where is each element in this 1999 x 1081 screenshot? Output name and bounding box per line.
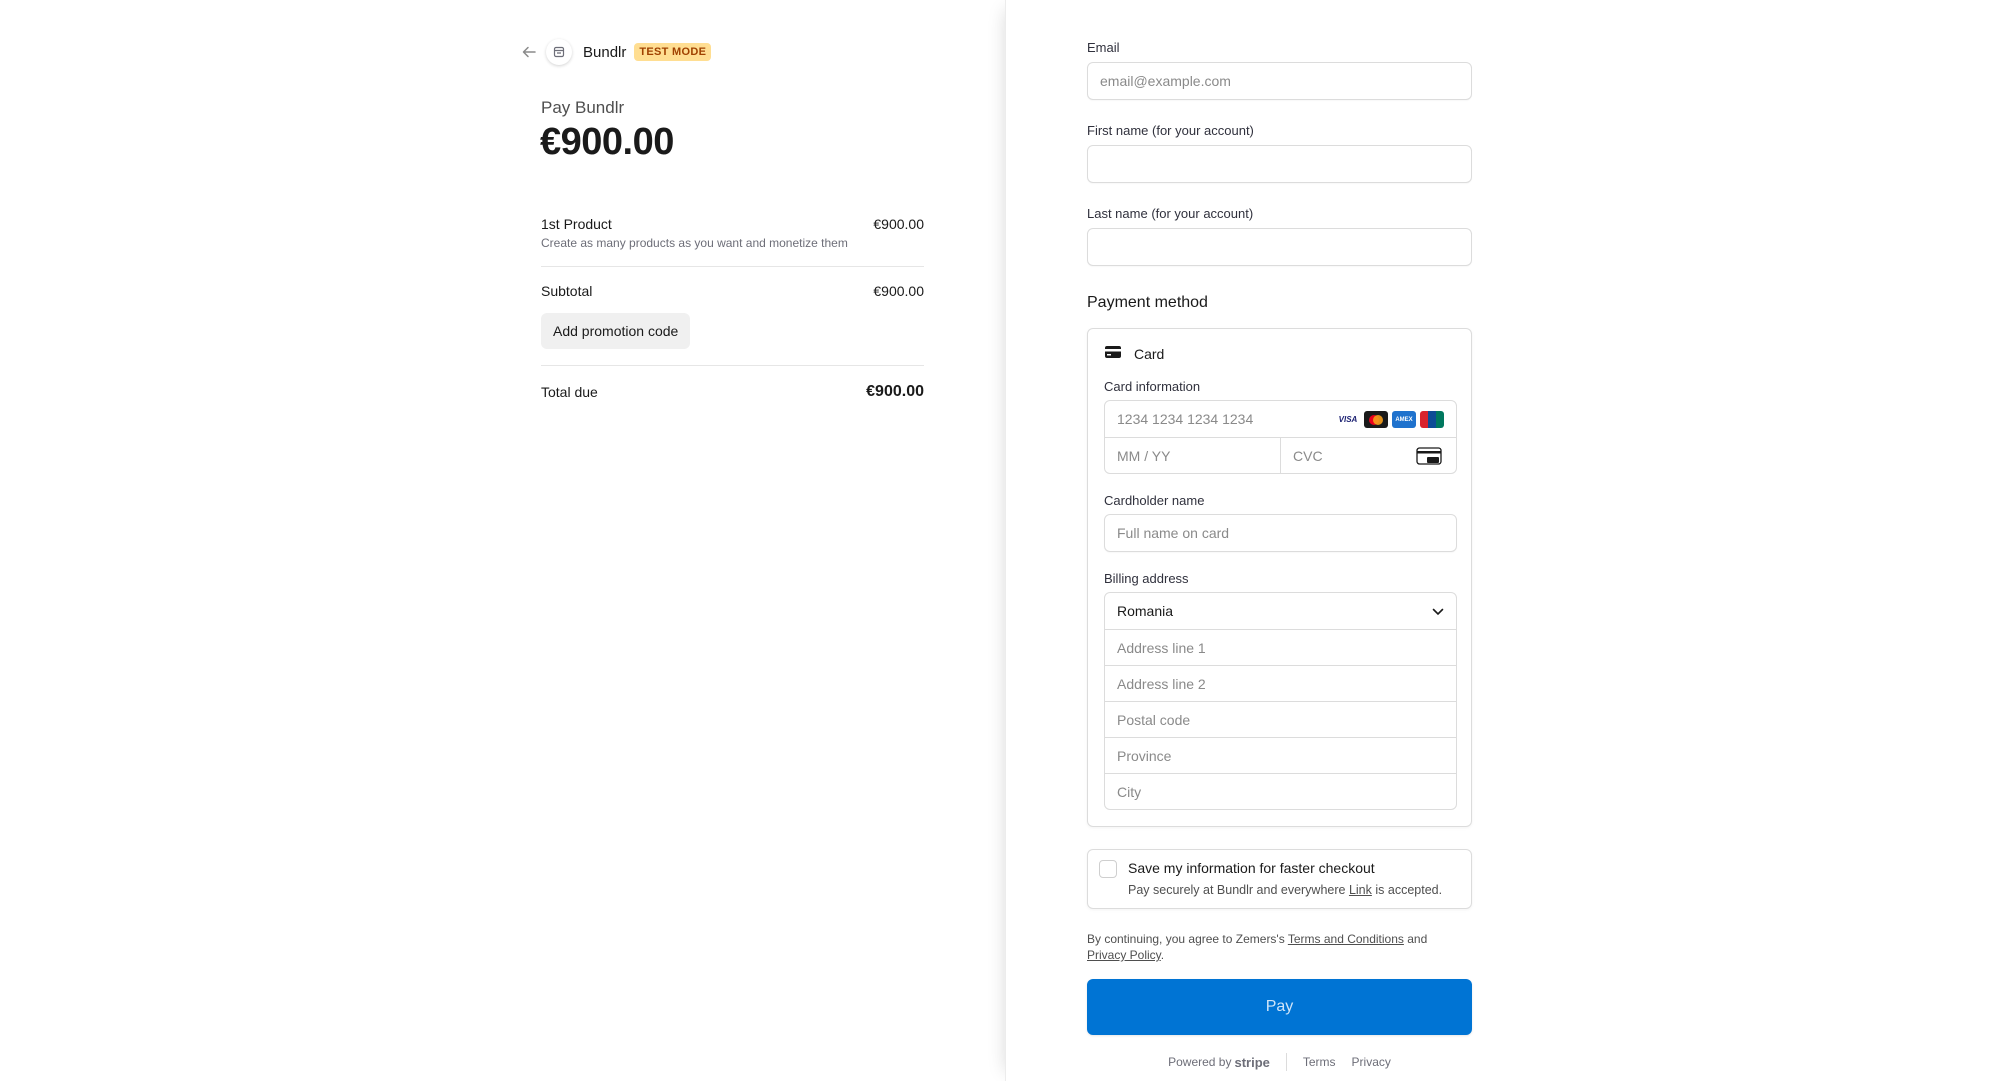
country-select[interactable]: [1105, 593, 1456, 629]
item-price: €900.00: [873, 216, 924, 232]
checkout-form: [1087, 40, 1472, 1071]
subtotal-row: [541, 283, 924, 299]
divider: [541, 365, 924, 366]
card-brands: [1336, 411, 1444, 428]
line-item: [541, 216, 924, 232]
cardholder-name-field[interactable]: [1104, 514, 1457, 552]
card-tab[interactable]: [1104, 329, 1455, 379]
billing-address-group: [1104, 592, 1457, 810]
amex-icon: AMEX: [1392, 411, 1416, 428]
unionpay-icon: [1420, 411, 1444, 428]
item-description: Create as many products as you want and monetize them: [541, 236, 848, 250]
first-name-field[interactable]: [1087, 145, 1472, 183]
save-desc-prefix: Pay securely at Bundlr and everywhere: [1128, 883, 1349, 897]
email-field[interactable]: [1087, 62, 1472, 100]
city-placeholder: City: [1117, 783, 1142, 800]
card-payment-box: [1087, 328, 1472, 827]
country-value: Romania: [1117, 603, 1174, 619]
card-information-label: Card information: [1104, 379, 1201, 394]
total-label: Total due: [541, 384, 598, 400]
pay-label: Pay Bundlr: [541, 98, 625, 117]
stripe-logo[interactable]: stripe: [1234, 1054, 1270, 1070]
terms-and-conditions-link[interactable]: Terms and Conditions: [1287, 932, 1404, 946]
last-name-label: Last name (for your account): [1087, 206, 1254, 221]
cvc-placeholder: CVC: [1293, 447, 1323, 464]
card-number-placeholder: 1234 1234 1234 1234: [1117, 411, 1254, 427]
save-info-checkbox[interactable]: [1099, 860, 1117, 878]
footer: [1087, 1053, 1472, 1071]
back-arrow-icon[interactable]: [518, 41, 540, 63]
total-row: [541, 383, 924, 401]
chevron-down-icon: [1432, 603, 1444, 619]
province-placeholder: Province: [1117, 747, 1172, 764]
line-items: [541, 216, 924, 401]
amount-due: €900.00: [540, 121, 674, 163]
test-mode-badge: TEST MODE: [634, 43, 711, 61]
item-name: 1st Product: [541, 216, 612, 232]
postal-code-field[interactable]: [1105, 701, 1456, 737]
mastercard-icon: [1364, 411, 1388, 428]
privacy-link[interactable]: Privacy: [1351, 1055, 1391, 1069]
address-line1-placeholder: Address line 1: [1117, 639, 1206, 656]
legal-middle: and: [1403, 932, 1428, 946]
city-field[interactable]: [1105, 773, 1456, 809]
powered-by-label: Powered by: [1168, 1055, 1232, 1069]
save-desc-suffix: is accepted.: [1371, 883, 1443, 897]
divider: [541, 266, 924, 267]
expiry-input[interactable]: [1105, 438, 1280, 474]
legal-prefix: By continuing, you agree to Zemers's: [1087, 932, 1288, 946]
email-label: Email: [1087, 40, 1120, 55]
cvc-card-icon: [1416, 447, 1442, 468]
subtotal-value: €900.00: [873, 283, 924, 299]
billing-address-label: Billing address: [1104, 571, 1189, 586]
merchant-header: [518, 40, 711, 64]
last-name-field[interactable]: [1087, 228, 1472, 266]
total-value: €900.00: [866, 383, 924, 400]
expiry-placeholder: MM / YY: [1117, 447, 1171, 464]
address-line1-field[interactable]: [1105, 629, 1456, 665]
subtotal-label: Subtotal: [541, 283, 593, 299]
visa-icon: VISA: [1336, 411, 1360, 428]
add-promotion-code-button[interactable]: Add promotion code: [541, 313, 690, 349]
privacy-policy-link[interactable]: Privacy Policy: [1087, 948, 1161, 962]
card-number-input[interactable]: [1105, 401, 1456, 437]
cvc-input[interactable]: [1280, 438, 1456, 474]
save-info-description: [1128, 882, 1459, 898]
card-icon: [1104, 345, 1122, 364]
card-tab-label: Card: [1134, 346, 1165, 362]
payment-method-title: Payment method: [1087, 294, 1208, 311]
cardholder-name-label: Cardholder name: [1104, 493, 1205, 508]
footer-divider: [1286, 1053, 1287, 1071]
legal-text: [1087, 931, 1472, 963]
province-field[interactable]: [1105, 737, 1456, 773]
save-info-box: [1087, 849, 1472, 909]
legal-suffix: .: [1160, 948, 1165, 962]
merchant-name: Bundlr: [583, 43, 627, 61]
postal-code-placeholder: Postal code: [1117, 711, 1191, 728]
store-icon: [546, 39, 572, 65]
pay-button[interactable]: Pay: [1087, 979, 1472, 1035]
address-line2-placeholder: Address line 2: [1117, 675, 1206, 692]
terms-link[interactable]: Terms: [1302, 1055, 1336, 1069]
save-info-title: Save my information for faster checkout: [1128, 860, 1375, 876]
card-information-group: [1104, 400, 1457, 474]
first-name-label: First name (for your account): [1087, 123, 1254, 138]
link-link[interactable]: Link: [1348, 883, 1372, 897]
address-line2-field[interactable]: [1105, 665, 1456, 701]
